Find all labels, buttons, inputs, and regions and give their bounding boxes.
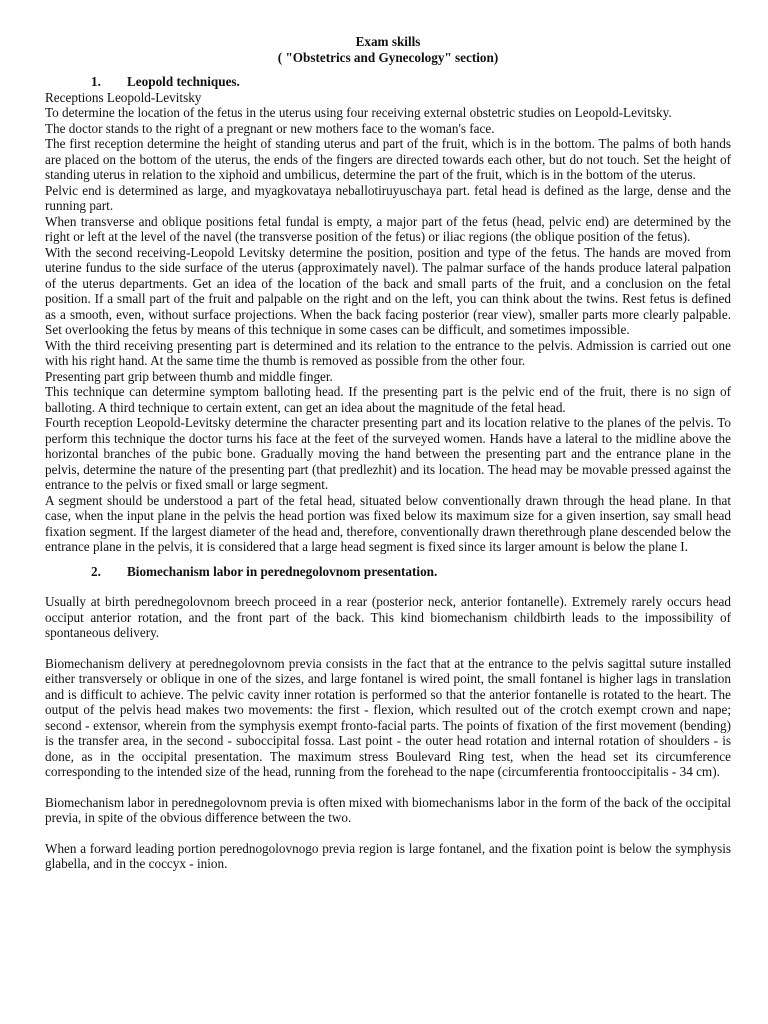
paragraph: The first reception determine the height of standing uterus and part of the fruit, which is in the bottom. The palms of both hands are placed on the bottom of the uterus, the ends of the fingers are directed towards each other, but do not touch. Set the height of standing uterus in relation to the xiphoid and umbilicus, determine the part of the fruit, which is in the bottom of the uterus. [45,136,731,182]
section-1-title: Leopold techniques. [127,74,240,89]
section-2-number: 2. [91,563,101,579]
paragraph: With the third receiving presenting part is determined and its relation to the entrance to the pelvis. Admission is carried out one with his right hand. At the same time the thumb is removed as possible from the other four. [45,337,731,368]
paragraph: Usually at birth perednegolovnom breech proceed in a rear (posterior neck, anterior fontanelle). Extremely rarely occurs head occiput anterior rotation, and the front part of the back. This kind biomechanism childbirth leads to the impossibility of spontaneous delivery. [45,594,731,640]
document-page [45,34,731,872]
paragraph: The doctor stands to the right of a pregnant or new mothers face to the woman's face. [45,120,495,136]
document-title: Exam skills [355,34,421,49]
paragraph: When transverse and oblique positions fetal fundal is empty, a major part of the fetus (head, pelvic end) are determined by the right or left at the level of the navel (the transverse position of the fetus) or iliac regions (the oblique position of the fetus). [45,213,731,244]
paragraph: When a forward leading portion perednogolovnogo previa region is large fontanel, and the fixation point is below the symphysis glabella, and in the coccyx - inion. [45,840,731,871]
paragraph: Receptions Leopold-Levitsky [45,89,202,105]
paragraph: Presenting part grip between thumb and middle finger. [45,368,333,384]
paragraph: With the second receiving-Leopold Levitsky determine the position, position and type of the fetus. The hands are moved from uterine fundus to the side surface of the uterus (approximately navel). The palmar surface of the hands produce lateral palpation of the uterus departments. Get an idea of the location of the back and small parts of the fruit, and a conclusion on the fetal position. If a small part of the fruit and palpable on the right and on the left, you can think about the twins. Rest fetus is defined as a smooth, even, without surface projections. When the back facing posterior (rear view), smaller parts more clearly palpable. Set overlooking the fetus by means of this technique in some cases can be difficult, and sometimes impossible. [45,244,731,337]
paragraph: To determine the location of the fetus in the uterus using four receiving external obstetric studies on Leopold-Levitsky. [45,105,672,120]
paragraph: Biomechanism labor in perednegolovnom previa is often mixed with biomechanisms labor in the form of the back of the occipital previa, in spite of the obvious difference between the two. [45,794,731,825]
section-1-heading [45,74,731,90]
paragraph: Biomechanism delivery at perednegolovnom previa consists in the fact that at the entrance to the pelvis sagittal suture installed either transversely or oblique in one of the sizes, and large fontanel is wired point, the small fontanel is higher lags in translation and is difficult to achieve. The pelvic cavity inner rotation is performed so that the anterior fontanelle is rotated to the heart. The output of the pelvis head makes two movements: the first - flexion, which resulted out of the crotch exempt crown and nape; second - extensor, wherein from the symphysis exempt fronto-facial parts. The points of fixation of the first movement (bending) is the transfer area, in the second - suboccipital fossa. Last point - the outer head rotation and internal rotation of shoulders - is done, as in the occipital presentation. The maximum stress Boulevard Ring test, when the head set its circumference corresponding to the intended size of the head, running from the forehead to the nape (circumferentia frontooccipitalis - 34 cm). [45,655,731,779]
paragraph: A segment should be understood a part of the fetal head, situated below conventionally drawn through the head plane. In that case, when the input plane in the pelvis the head portion was fixed below its maximum size for a given insertion, say small head fixation segment. If the largest diameter of the head and, therefore, conventionally drawn therethrough plane descended below the entrance plane in the pelvis, it is considered that a large head segment is fixed since its larger amount is below the plane I. [45,492,731,554]
section-2-title: Biomechanism labor in perednegolovnom presentation. [127,563,438,579]
section-1-number: 1. [91,74,101,89]
paragraph: This technique can determine symptom balloting head. If the presenting part is the pelvic end of the fruit, there is no sign of balloting. A third technique to certain extent, can get an idea about the magnitude of the fetal head. [45,384,731,415]
document-subtitle: ( "Obstetrics and Gynecology" section) [277,49,499,65]
paragraph: Pelvic end is determined as large, and myagkovataya neballotiruyuschaya part. fetal head is defined as the large, dense and the running part. [45,182,731,213]
paragraph: Fourth reception Leopold-Levitsky determine the character presenting part and its location relative to the planes of the pelvis. To perform this technique the doctor turns his face at the feet of the surveyed women. Hands have a lateral to the midline above the horizontal branches of the pubic bone. Gradually moving the hand between the presenting part and the entrance plane in the pelvis, determine the nature of the presenting part (that predlezhit) and its location. The head may be movable pressed against the entrance to the pelvis or fixed small or large segment. [45,415,731,492]
section-2-heading [45,564,731,580]
